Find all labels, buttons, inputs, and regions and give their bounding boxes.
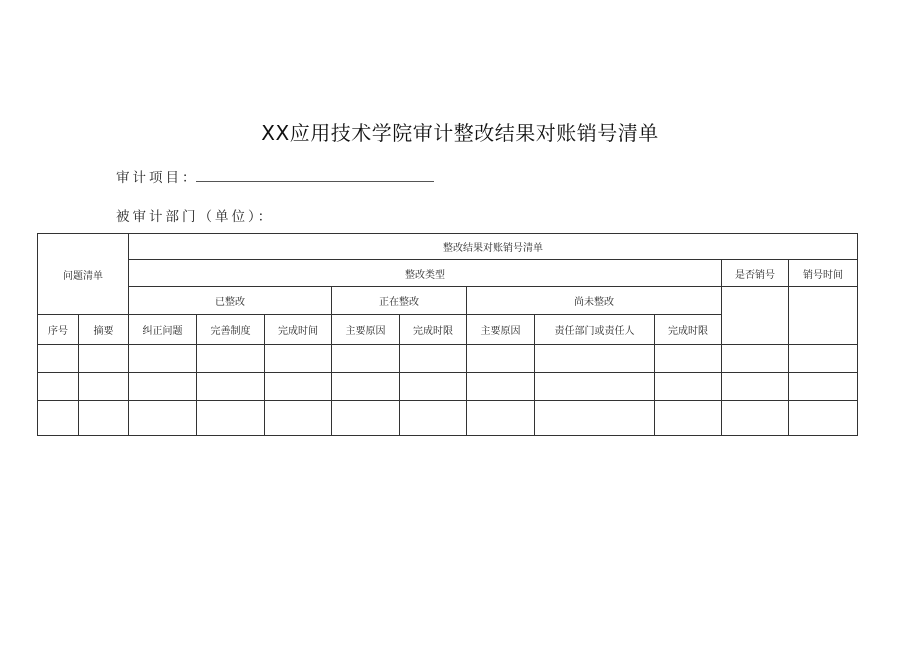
table-cell[interactable] <box>400 373 467 401</box>
table-cell[interactable] <box>38 373 79 401</box>
in-progress-group-header: 正在整改 <box>332 287 467 315</box>
table-cell[interactable] <box>655 401 722 436</box>
table-cell[interactable] <box>38 401 79 436</box>
table-cell[interactable] <box>197 373 265 401</box>
table-cell[interactable] <box>722 345 789 373</box>
table-cell[interactable] <box>79 345 129 373</box>
table-cell[interactable] <box>655 373 722 401</box>
audit-project-blank-line <box>196 181 434 182</box>
table-cell[interactable] <box>535 373 655 401</box>
col-in-progress-reason-header: 主要原因 <box>332 315 400 345</box>
table-cell[interactable] <box>197 345 265 373</box>
table-cell[interactable] <box>79 373 129 401</box>
table-cell[interactable] <box>332 373 400 401</box>
table-cell[interactable] <box>535 401 655 436</box>
not-yet-group-header: 尚未整改 <box>467 287 722 315</box>
col-not-yet-deadline-header: 完成时限 <box>655 315 722 345</box>
table-cell[interactable] <box>129 373 197 401</box>
table-cell[interactable] <box>197 401 265 436</box>
whether-closed-header: 是否销号 <box>722 260 789 287</box>
document-title: XX应用技术学院审计整改结果对账销号清单 <box>261 121 659 145</box>
reconciliation-table <box>37 233 858 436</box>
table-cell[interactable] <box>467 345 535 373</box>
table-cell[interactable] <box>467 401 535 436</box>
col-not-yet-reason-header: 主要原因 <box>467 315 535 345</box>
table-cell[interactable] <box>722 401 789 436</box>
col-correction-issue-header: 纠正问题 <box>129 315 197 345</box>
audited-department-label: 被审计部门（单位）： <box>116 209 275 225</box>
col-in-progress-deadline-header: 完成时限 <box>400 315 467 345</box>
table-cell[interactable] <box>332 345 400 373</box>
table-row <box>38 401 858 436</box>
table-cell[interactable] <box>332 401 400 436</box>
completed-group-header: 已整改 <box>129 287 332 315</box>
table-cell[interactable] <box>467 373 535 401</box>
col-seq-header: 序号 <box>38 315 79 345</box>
table-cell[interactable] <box>722 373 789 401</box>
table-cell[interactable] <box>655 345 722 373</box>
col-summary-header: 摘要 <box>79 315 129 345</box>
col-not-yet-responsible-header: 责任部门或责任人 <box>535 315 655 345</box>
rectification-type-header: 整改类型 <box>129 260 722 287</box>
table-cell[interactable] <box>789 345 858 373</box>
close-time-cell[interactable] <box>789 287 858 345</box>
close-time-header: 销号时间 <box>789 260 858 287</box>
table-cell[interactable] <box>265 401 332 436</box>
table-cell[interactable] <box>535 345 655 373</box>
col-completion-time-header: 完成时间 <box>265 315 332 345</box>
table-row <box>38 345 858 373</box>
reconcile-list-header: 整改结果对账销号清单 <box>129 234 858 260</box>
table-cell[interactable] <box>265 373 332 401</box>
table-cell[interactable] <box>79 401 129 436</box>
table-cell[interactable] <box>265 345 332 373</box>
whether-closed-cell[interactable] <box>722 287 789 345</box>
col-improve-system-header: 完善制度 <box>197 315 265 345</box>
table-cell[interactable] <box>400 345 467 373</box>
table-row <box>38 373 858 401</box>
table-cell[interactable] <box>789 401 858 436</box>
table-cell[interactable] <box>789 373 858 401</box>
issue-list-header: 问题清单 <box>38 234 129 315</box>
table-cell[interactable] <box>400 401 467 436</box>
table-cell[interactable] <box>38 345 79 373</box>
table-cell[interactable] <box>129 345 197 373</box>
table-cell[interactable] <box>129 401 197 436</box>
audit-project-label: 审计项目： <box>116 170 199 186</box>
